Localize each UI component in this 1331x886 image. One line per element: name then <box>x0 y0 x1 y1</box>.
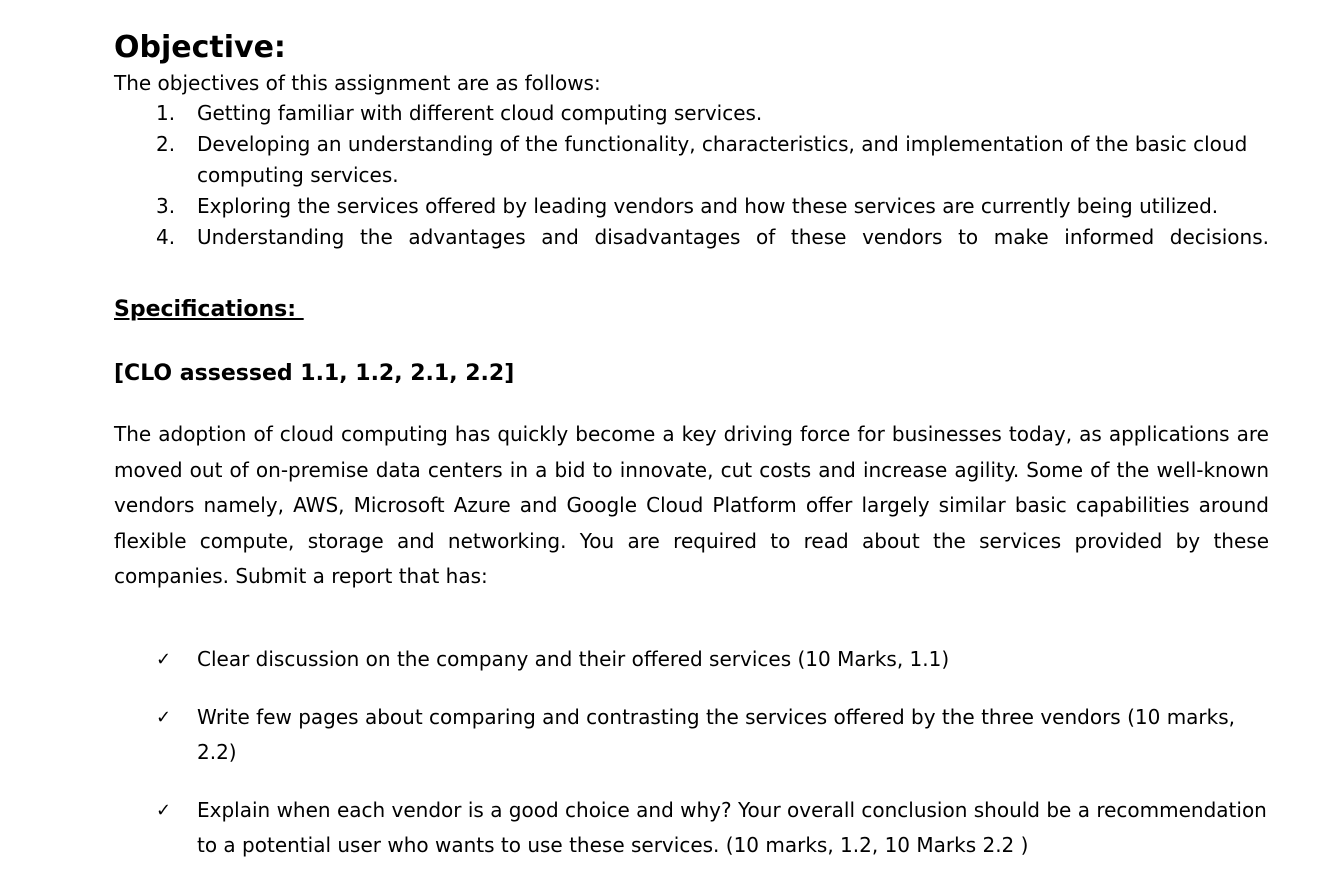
list-number: 1. <box>156 101 176 125</box>
objective-item-2 <box>114 129 1269 191</box>
objective-text: Developing an understanding of the functionality, characteristics, and implementation of the basic cloud computing services. <box>197 132 1248 187</box>
checklist-text: Explain when each vendor is a good choice and why? Your overall conclusion should be a recommendation to a potential user who wants to use these services. (10 marks, 1.2, 10 Marks 2.2 ) <box>197 798 1267 857</box>
list-number: 3. <box>156 194 176 218</box>
checklist-text: Clear discussion on the company and their offered services (10 Marks, 1.1) <box>197 647 950 671</box>
checklist-item <box>114 793 1269 863</box>
objective-heading: Objective: <box>114 30 286 65</box>
objective-item-1 <box>114 98 1269 129</box>
specifications-paragraph: The adoption of cloud computing has quickly become a key driving force for businesses today, as applications are moved out of on-premise data centers in a bid to innovate, cut costs and increase agility. Some of the well-known vendors namely, AWS, Microsoft Azure and Google Cloud Platform offer largely similar basic capabilities around flexible compute, storage and networking. You are required to read about the services provided by these companies. Submit a report that has: <box>114 422 1269 588</box>
objective-item-4 <box>114 222 1269 253</box>
objective-text: Understanding the advantages and disadvantages of these vendors to make informed decisions. <box>197 225 1269 249</box>
checkmark-icon: ✓ <box>156 800 172 821</box>
objective-text: Getting familiar with different cloud computing services. <box>197 101 763 125</box>
objective-text: Exploring the services offered by leading vendors and how these services are currently being utilized. <box>197 194 1219 218</box>
checklist-item <box>114 700 1269 770</box>
clo-heading: [CLO assessed 1.1, 1.2, 2.1, 2.2] <box>114 361 515 386</box>
objective-item-3 <box>114 191 1269 222</box>
checklist-text: Write few pages about comparing and contrasting the services offered by the three vendors (10 marks, 2.2) <box>197 705 1236 764</box>
list-number: 4. <box>156 225 176 249</box>
objectives-list <box>114 98 1269 253</box>
checkmark-icon: ✓ <box>156 707 172 728</box>
checkmark-icon: ✓ <box>156 649 172 670</box>
requirements-checklist <box>114 642 1269 886</box>
list-number: 2. <box>156 132 176 156</box>
objective-intro: The objectives of this assignment are as follows: <box>114 71 601 95</box>
checklist-item <box>114 642 1269 677</box>
specifications-heading: Specifications: <box>114 297 304 322</box>
document-page <box>114 28 1269 857</box>
